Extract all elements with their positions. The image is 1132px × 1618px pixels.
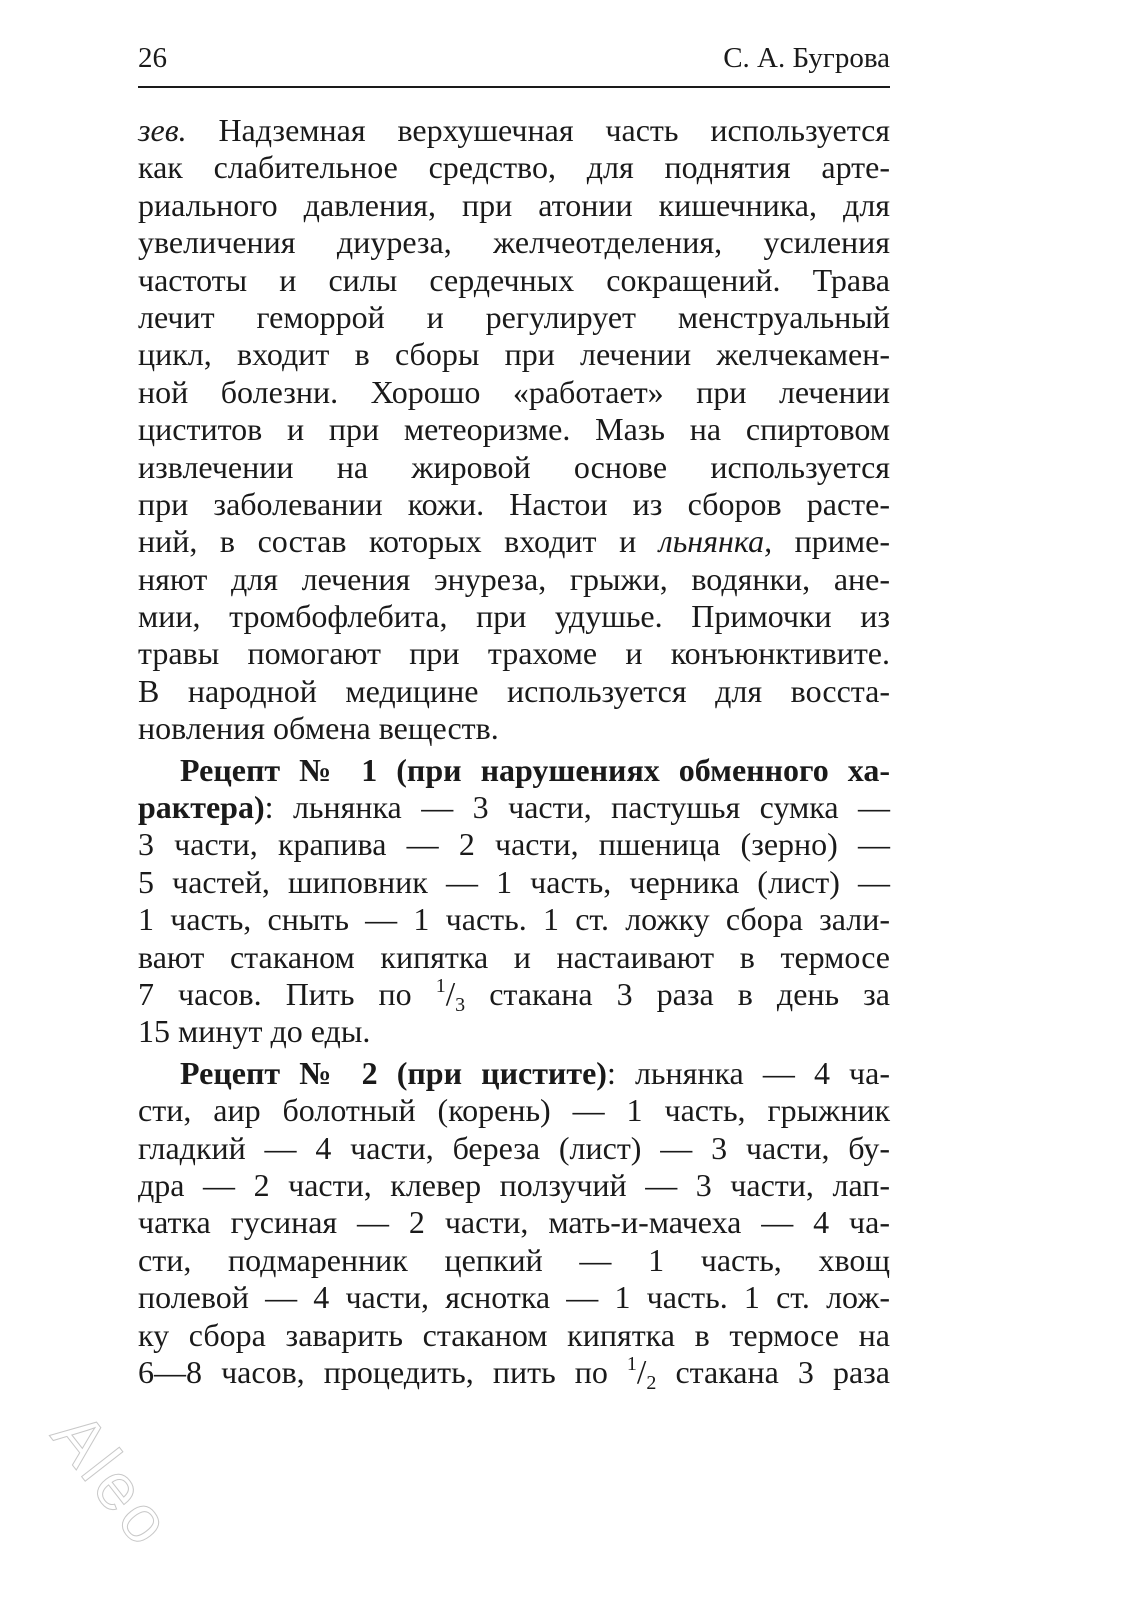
text-line: 1 часть, сныть — 1 часть. 1 ст. ложку сбора зали- — [138, 901, 890, 938]
text-span: стакана 3 раза — [656, 1353, 891, 1390]
text-line: ку сбора заварить стаканом кипятка в термосе на — [138, 1316, 890, 1353]
text-span: ний, в состав которых входит и — [138, 523, 659, 560]
watermark: Aleo — [38, 1398, 188, 1561]
text-span: 6—8 часов, процедить, пить по — [138, 1353, 627, 1390]
text-span: : льнянка — 3 части, пастушья сумка — — [264, 789, 890, 826]
text-line: циститов и при метеоризме. Мазь на спиртовом — [138, 411, 890, 448]
text-line: В народной медицине используется для восста- — [138, 672, 890, 709]
text-line: чатка гусиная — 2 части, мать-и-мачеха — 4 ча- — [138, 1204, 890, 1241]
text-line: полевой — 4 части, яснотка — 1 часть. 1 ст. лож- — [138, 1279, 890, 1316]
text-line: увеличения диуреза, желчеотделения, усиления — [138, 224, 890, 261]
text-line: вают стаканом кипятка и настаивают в термосе — [138, 938, 890, 975]
text-line: риального давления, при атонии кишечника, для — [138, 186, 890, 223]
text-span: Надземная верхушечная часть используется — [186, 112, 890, 148]
text-line: лечит геморрой и регулирует менструальный — [138, 298, 890, 335]
running-title: С. А. Бугрова — [723, 42, 890, 74]
text-line: гладкий — 4 части, береза (лист) — 3 части, бу- — [138, 1129, 890, 1166]
text-line: как слабительное средство, для поднятия арте- — [138, 149, 890, 186]
text-line: 15 минут до еды. — [138, 1013, 371, 1050]
text-span: : льнянка — 4 ча- — [606, 1054, 891, 1091]
recipe1-heading-line — [138, 752, 890, 789]
text-line: травы помогают при трахоме и конъюнктивите. — [138, 635, 890, 672]
text-line: цикл, входит в сборы при лечении желчекамен- — [138, 336, 890, 373]
text-span: 7 часов. Пить по — [138, 975, 436, 1012]
text-span: приме- — [772, 523, 891, 560]
page-header — [138, 38, 890, 88]
text-span: стакана 3 раза в день за — [465, 975, 891, 1012]
text-line: при заболевании кожи. Настои из сборов расте- — [138, 485, 890, 522]
text-line — [138, 1352, 891, 1394]
fraction-slash: / — [445, 975, 456, 1013]
text-line: дра — 2 части, клевер ползучий — 3 части, лап- — [138, 1166, 890, 1203]
text-line: сти, подмаренник цепкий — 1 часть, хвощ — [138, 1241, 890, 1278]
text-line: новления обмена веществ. — [138, 710, 499, 747]
text-line: частоты и силы сердечных сокращений. Трава — [138, 261, 890, 298]
text-line: извлечении на жировой основе используется — [138, 448, 890, 485]
fraction-denominator: 2 — [646, 1371, 657, 1394]
recipe2-heading: Рецепт № 2 (при цистите) — [180, 1054, 607, 1091]
text-line — [138, 974, 891, 1016]
text-line: сти, аир болотный (корень) — 1 часть, грыжник — [138, 1092, 890, 1129]
fraction-numerator: 1 — [626, 1352, 637, 1375]
text-line — [138, 523, 890, 560]
fraction-one-half — [626, 1352, 657, 1394]
text-line: мии, тромбофлебита, при удушье. Примочки из — [138, 598, 890, 635]
italic-word: зев. — [138, 112, 187, 148]
fraction-denominator: 3 — [455, 993, 466, 1016]
italic-word: льнянка, — [658, 523, 773, 560]
text-line: ной болезни. Хорошо «работает» при лечении — [138, 373, 890, 410]
text-line: 5 частей, шиповник — 1 часть, черника (лист) — — [138, 863, 890, 900]
text-line — [138, 789, 890, 826]
recipe1-heading-end: рактера) — [138, 789, 265, 826]
text-line: няют для лечения энуреза, грыжи, водянки, ане- — [138, 560, 890, 597]
recipe2-heading-line — [138, 1055, 890, 1092]
recipe1-heading: Рецепт № 1 (при нарушениях обменного ха- — [180, 751, 890, 788]
fraction-slash: / — [636, 1353, 647, 1391]
text-line: 3 части, крапива — 2 части, пшеница (зерно) — — [138, 826, 890, 863]
text-line — [138, 112, 890, 149]
page-number: 26 — [138, 42, 167, 74]
fraction-one-third — [435, 974, 466, 1016]
body-text — [138, 112, 891, 1394]
fraction-numerator: 1 — [435, 974, 446, 997]
